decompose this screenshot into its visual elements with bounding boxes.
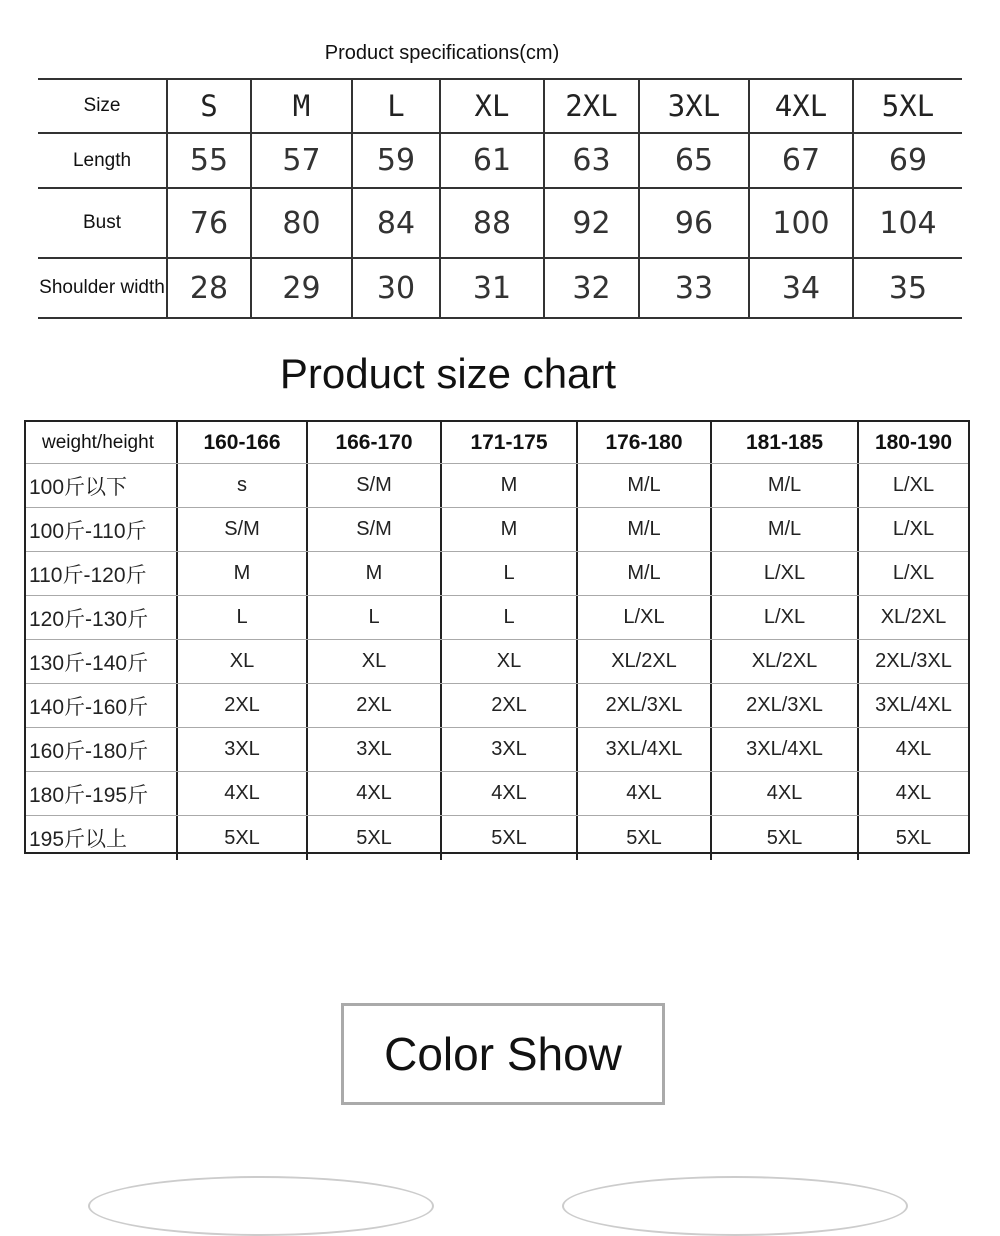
size-cell: 3XL [440, 728, 576, 771]
size-cell: L [440, 596, 576, 639]
size-chart-row [26, 684, 968, 728]
size-cell: XL/2XL [710, 640, 857, 683]
size-cell: L/XL [710, 596, 857, 639]
value-cell: 30 [351, 259, 439, 317]
size-cell: 2XL [176, 684, 306, 727]
size-chart-header-row [26, 422, 968, 464]
size-cell: L/XL [857, 464, 968, 507]
size-chart-table [24, 420, 970, 854]
value-cell: 69 [852, 134, 962, 187]
size-cell: 4XL [857, 772, 968, 815]
size-chart-row [26, 728, 968, 772]
header-cell: 171-175 [440, 422, 576, 463]
size-cell: 3XL [638, 80, 748, 132]
size-cell: 5XL [852, 80, 962, 132]
size-cell: 4XL [440, 772, 576, 815]
value-cell: 34 [748, 259, 852, 317]
value-cell: 32 [543, 259, 638, 317]
size-cell: 2XL/3XL [857, 640, 968, 683]
size-cell: XL/2XL [576, 640, 710, 683]
value-cell: 59 [351, 134, 439, 187]
spec-table [38, 78, 962, 319]
spec-table-title: Product specifications(cm) [324, 42, 560, 64]
size-cell: XL [176, 640, 306, 683]
size-chart-title: Product size chart [279, 350, 617, 397]
value-cell: 88 [439, 189, 543, 257]
value-cell: 28 [166, 259, 250, 317]
weight-range-cell: 195斤以上 [29, 828, 128, 851]
value-cell: 29 [250, 259, 351, 317]
size-cell: XL [439, 80, 543, 132]
value-cell: 31 [439, 259, 543, 317]
product-image-frame-left [88, 1176, 434, 1236]
header-cell: 180-190 [857, 422, 968, 463]
spec-row-size [38, 78, 962, 134]
value-cell: 63 [543, 134, 638, 187]
value-cell: 104 [852, 189, 962, 257]
size-cell: L/XL [576, 596, 710, 639]
size-cell: 5XL [857, 816, 968, 860]
size-cell: L [440, 552, 576, 595]
size-cell: 2XL/3XL [710, 684, 857, 727]
size-cell: 5XL [576, 816, 710, 860]
size-cell: 3XL/4XL [857, 684, 968, 727]
row-label: Size [83, 95, 121, 116]
size-cell: XL [440, 640, 576, 683]
size-cell: 2XL [306, 684, 440, 727]
size-cell: 2XL [440, 684, 576, 727]
row-label: Length [72, 149, 132, 171]
size-cell: 4XL [176, 772, 306, 815]
size-cell: M [176, 552, 306, 595]
spec-row-shoulder [38, 259, 962, 319]
spec-row-length [38, 134, 962, 189]
size-cell: 4XL [710, 772, 857, 815]
size-cell: 3XL/4XL [576, 728, 710, 771]
value-cell: 55 [166, 134, 250, 187]
size-cell: L/XL [857, 508, 968, 551]
value-cell: 61 [439, 134, 543, 187]
weight-range-cell: 140斤-160斤 [29, 695, 149, 719]
size-chart-row [26, 640, 968, 684]
size-cell: 5XL [306, 816, 440, 860]
product-image-frame-right [562, 1176, 908, 1236]
size-cell: S/M [176, 508, 306, 551]
value-cell: 100 [748, 189, 852, 257]
row-label: Bust [82, 212, 122, 233]
size-cell: S/M [306, 508, 440, 551]
weight-range-cell: 100斤以下 [29, 475, 128, 499]
size-cell: M [306, 552, 440, 595]
size-cell: M/L [710, 508, 857, 551]
spec-row-bust [38, 189, 962, 259]
size-cell: 2XL/3XL [576, 684, 710, 727]
header-cell: 176-180 [576, 422, 710, 463]
size-cell: 4XL [576, 772, 710, 815]
row-label: Shoulder width [39, 277, 165, 298]
weight-range-cell: 130斤-140斤 [29, 651, 149, 675]
size-cell: M [440, 464, 576, 507]
value-cell: 33 [638, 259, 748, 317]
size-cell: M/L [576, 508, 710, 551]
size-cell: XL/2XL [857, 596, 968, 639]
value-cell: 76 [166, 189, 250, 257]
size-cell: 5XL [710, 816, 857, 860]
value-cell: 67 [748, 134, 852, 187]
size-cell: L/XL [710, 552, 857, 595]
size-cell: 4XL [748, 80, 852, 132]
size-cell: M/L [576, 464, 710, 507]
size-cell: S/M [306, 464, 440, 507]
size-chart-row [26, 596, 968, 640]
size-cell: 2XL [543, 80, 638, 132]
size-cell: L [176, 596, 306, 639]
value-cell: 80 [250, 189, 351, 257]
header-cell: weight/height [42, 431, 154, 453]
color-show-heading: Color Show [341, 1003, 665, 1105]
size-cell: s [176, 464, 306, 507]
weight-range-cell: 120斤-130斤 [29, 607, 149, 631]
size-chart-row [26, 772, 968, 816]
weight-range-cell: 180斤-195斤 [29, 783, 149, 807]
size-cell: M [440, 508, 576, 551]
size-cell: L [306, 596, 440, 639]
size-cell: 3XL/4XL [710, 728, 857, 771]
size-cell: S [166, 80, 250, 132]
size-cell: L [351, 80, 439, 132]
size-cell: 3XL [306, 728, 440, 771]
size-cell: M/L [576, 552, 710, 595]
size-cell: 5XL [176, 816, 306, 860]
header-cell: 166-170 [306, 422, 440, 463]
value-cell: 84 [351, 189, 439, 257]
value-cell: 35 [852, 259, 962, 317]
size-chart-row [26, 816, 968, 860]
size-chart-row [26, 464, 968, 508]
value-cell: 96 [638, 189, 748, 257]
size-cell: XL [306, 640, 440, 683]
weight-range-cell: 110斤-120斤 [29, 563, 147, 587]
header-cell: 181-185 [710, 422, 857, 463]
weight-range-cell: 100斤-110斤 [29, 519, 147, 543]
size-cell: M/L [710, 464, 857, 507]
size-cell: M [250, 80, 351, 132]
value-cell: 92 [543, 189, 638, 257]
size-cell: 5XL [440, 816, 576, 860]
value-cell: 57 [250, 134, 351, 187]
size-cell: 4XL [857, 728, 968, 771]
size-chart-row [26, 552, 968, 596]
size-cell: 4XL [306, 772, 440, 815]
size-chart-row [26, 508, 968, 552]
weight-range-cell: 160斤-180斤 [29, 739, 149, 763]
size-cell: L/XL [857, 552, 968, 595]
header-cell: 160-166 [176, 422, 306, 463]
value-cell: 65 [638, 134, 748, 187]
size-cell: 3XL [176, 728, 306, 771]
